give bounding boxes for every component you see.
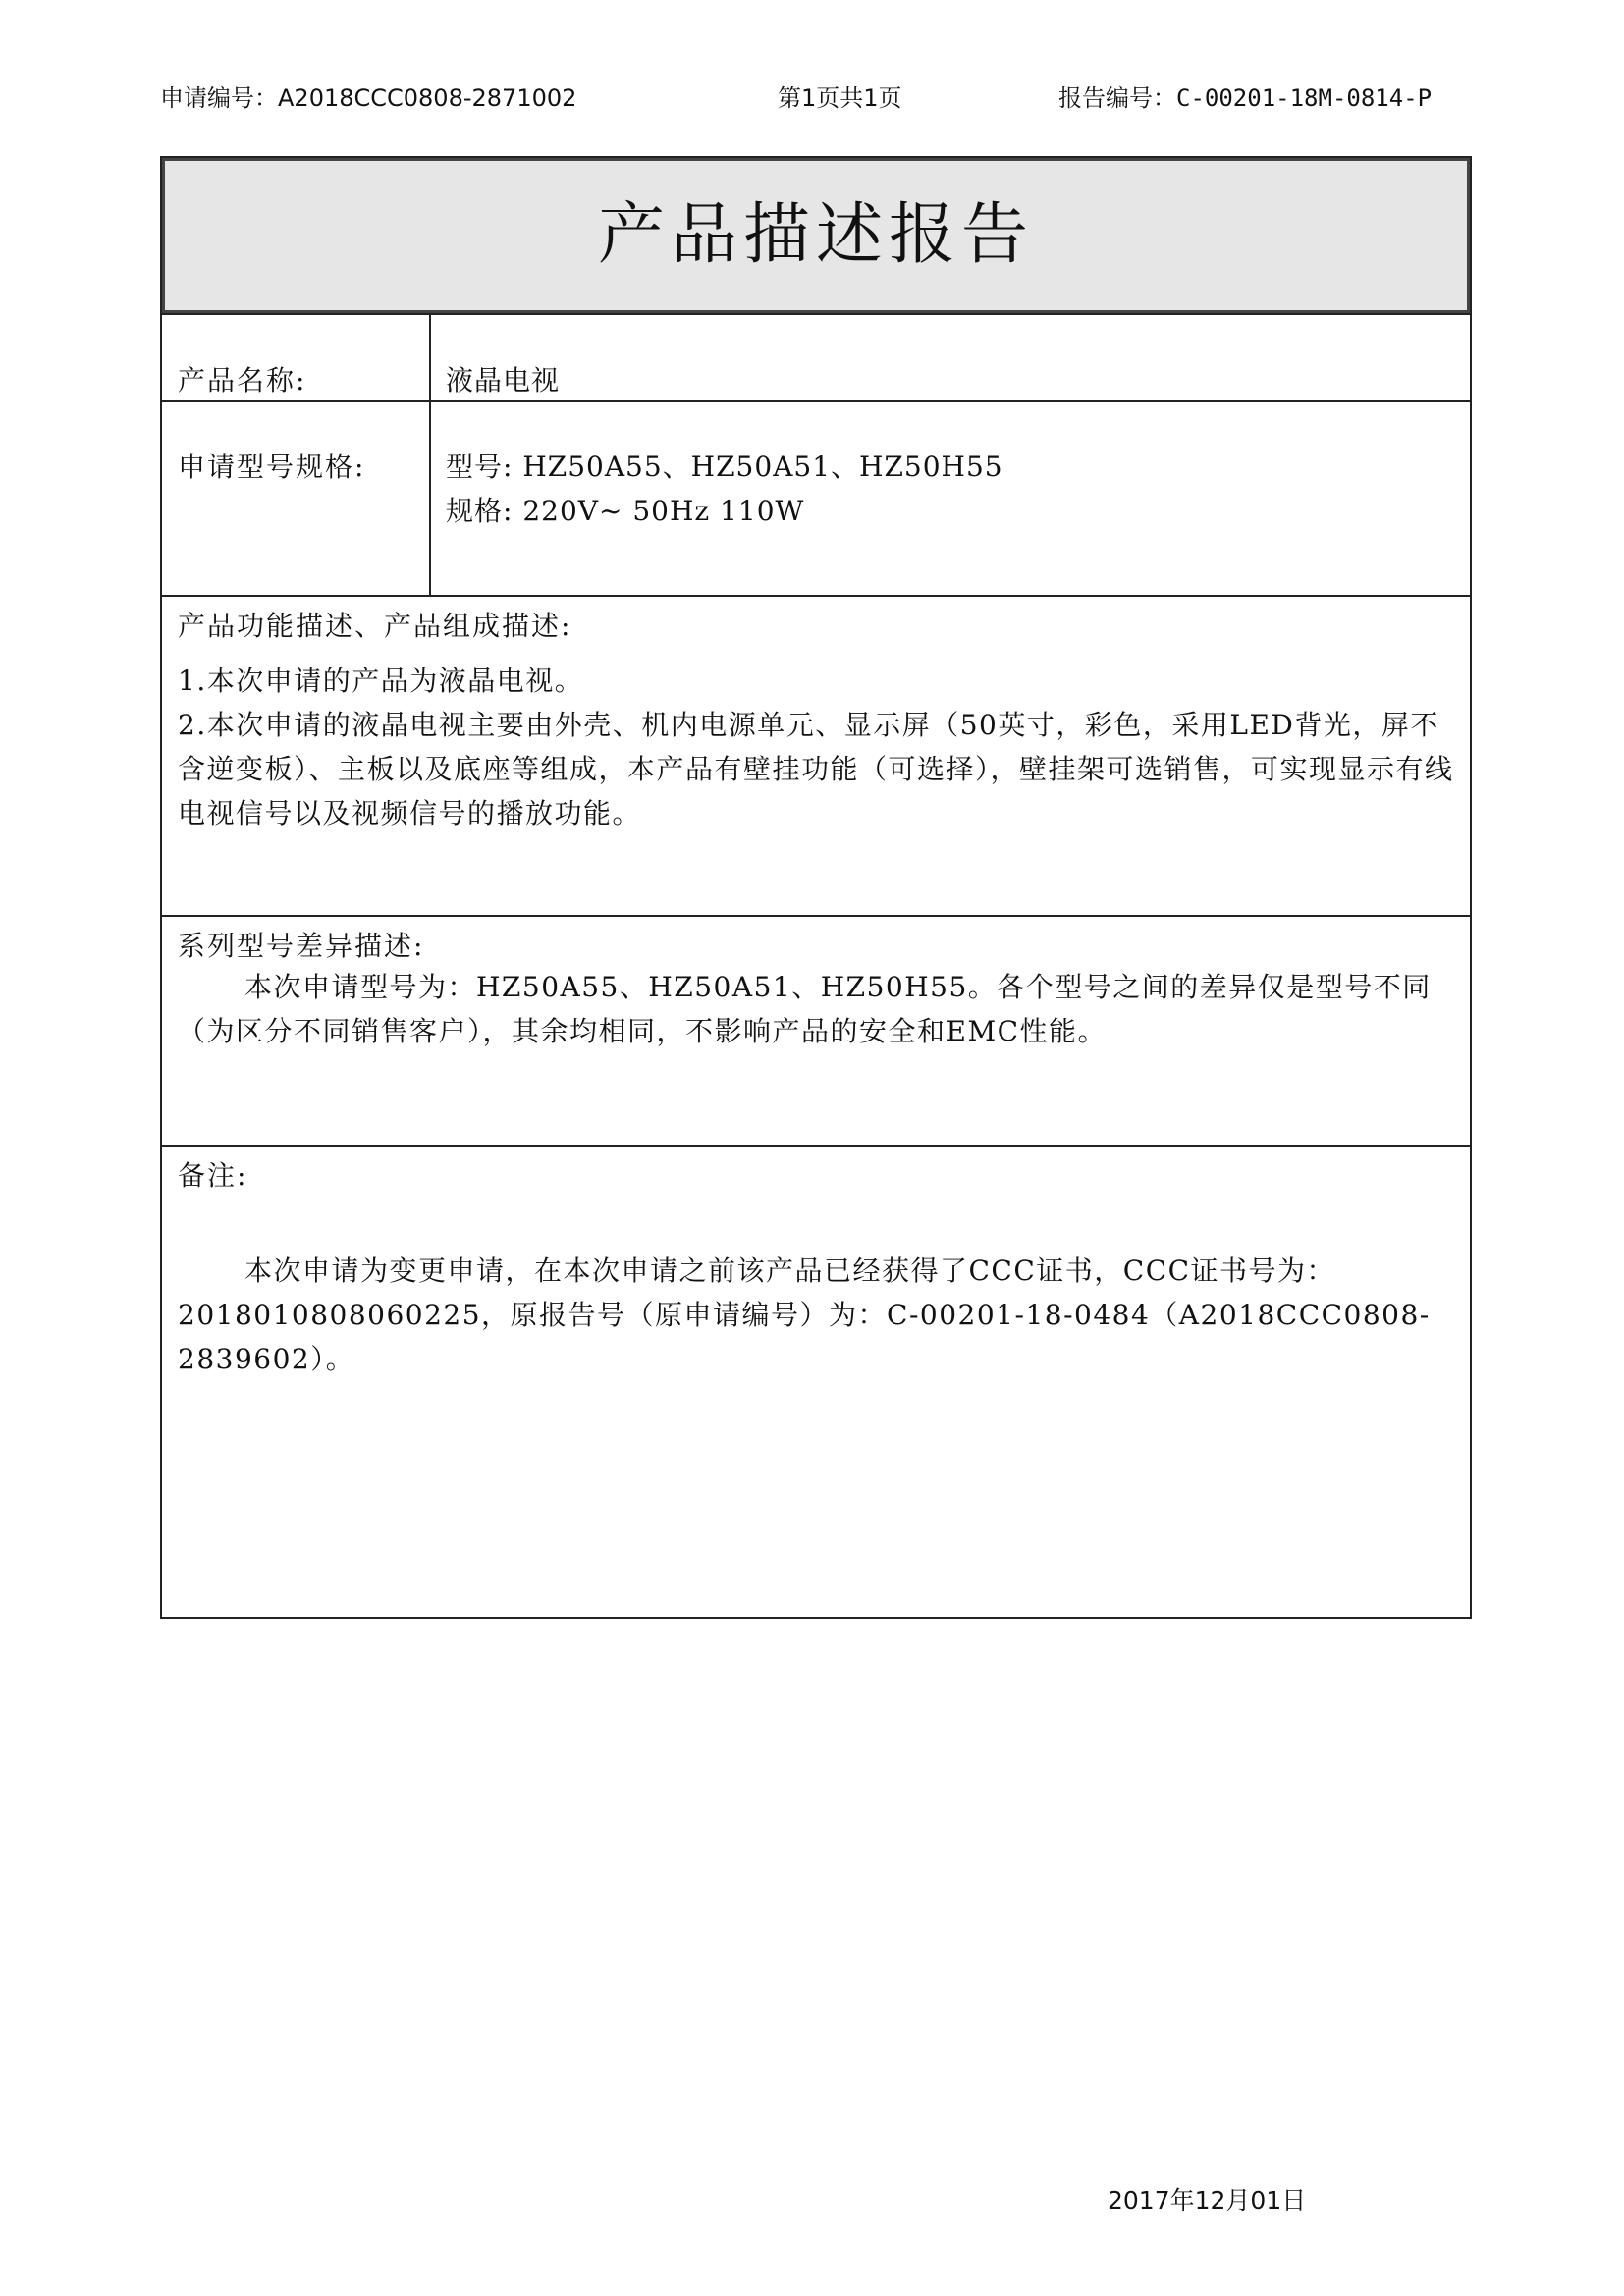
- product-name-value: 液晶电视: [446, 364, 561, 397]
- report-number-label: 报告编号：: [1058, 84, 1176, 112]
- function-item: 2.本次申请的液晶电视主要由外壳、机内电源单元、显示屏（50英寸，彩色，采用LED背光，屏不含逆变板）、主板以及底座等组成，本产品有壁挂功能（可选择），壁挂架可选销售，可实现显示有线电视信号以及视频信号的播放功能。: [178, 709, 1454, 829]
- application-number: [160, 79, 576, 113]
- row-divider: [162, 915, 1470, 917]
- remarks-body: [178, 1249, 1454, 1381]
- series-difference-text: 本次申请型号为：HZ50A55、HZ50A51、HZ50H55。各个型号之间的差异仅是型号不同（为区分不同销售客户），其余均相同，不影响产品的安全和EMC性能。: [178, 971, 1432, 1047]
- row-divider: [162, 1145, 1470, 1147]
- report-number-value: C-00201-18M-0814-P: [1176, 84, 1433, 112]
- spec-line: 规格: 220V~ 50Hz 110W: [446, 495, 805, 527]
- application-number-label: 申请编号：: [160, 84, 278, 112]
- series-difference-title: 系列型号差异描述:: [178, 930, 425, 962]
- label-column-divider: [429, 315, 431, 595]
- row-divider: [162, 400, 1470, 402]
- page-title: 产品描述报告: [597, 196, 1034, 274]
- model-line: 型号: HZ50A55、HZ50A51、HZ50H55: [446, 451, 1003, 483]
- model-spec-label: 申请型号规格:: [178, 451, 366, 483]
- application-number-value: A2018CCC0808-2871002: [278, 84, 577, 112]
- series-difference-body: [178, 965, 1454, 1053]
- function-description-body: [178, 659, 1454, 835]
- page-info: 第1页共1页: [778, 84, 902, 112]
- product-name-label: 产品名称:: [178, 364, 307, 397]
- function-description-title: 产品功能描述、产品组成描述:: [178, 610, 572, 642]
- function-item: 1.本次申请的产品为液晶电视。: [178, 665, 584, 697]
- report-number: [1058, 79, 1432, 113]
- row-divider: [162, 595, 1470, 597]
- title-box: [162, 158, 1470, 315]
- remarks-title: 备注:: [178, 1159, 248, 1192]
- product-description-form: [160, 156, 1472, 1619]
- report-date: 2017年12月01日: [1108, 2186, 1307, 2215]
- remarks-text: 本次申请为变更申请，在本次申请之前该产品已经获得了CCC证书，CCC证书号为：2018010808060225，原报告号（原申请编号）为：C-00201-18-0484（A2018CCC0808-2839602）。: [178, 1255, 1431, 1375]
